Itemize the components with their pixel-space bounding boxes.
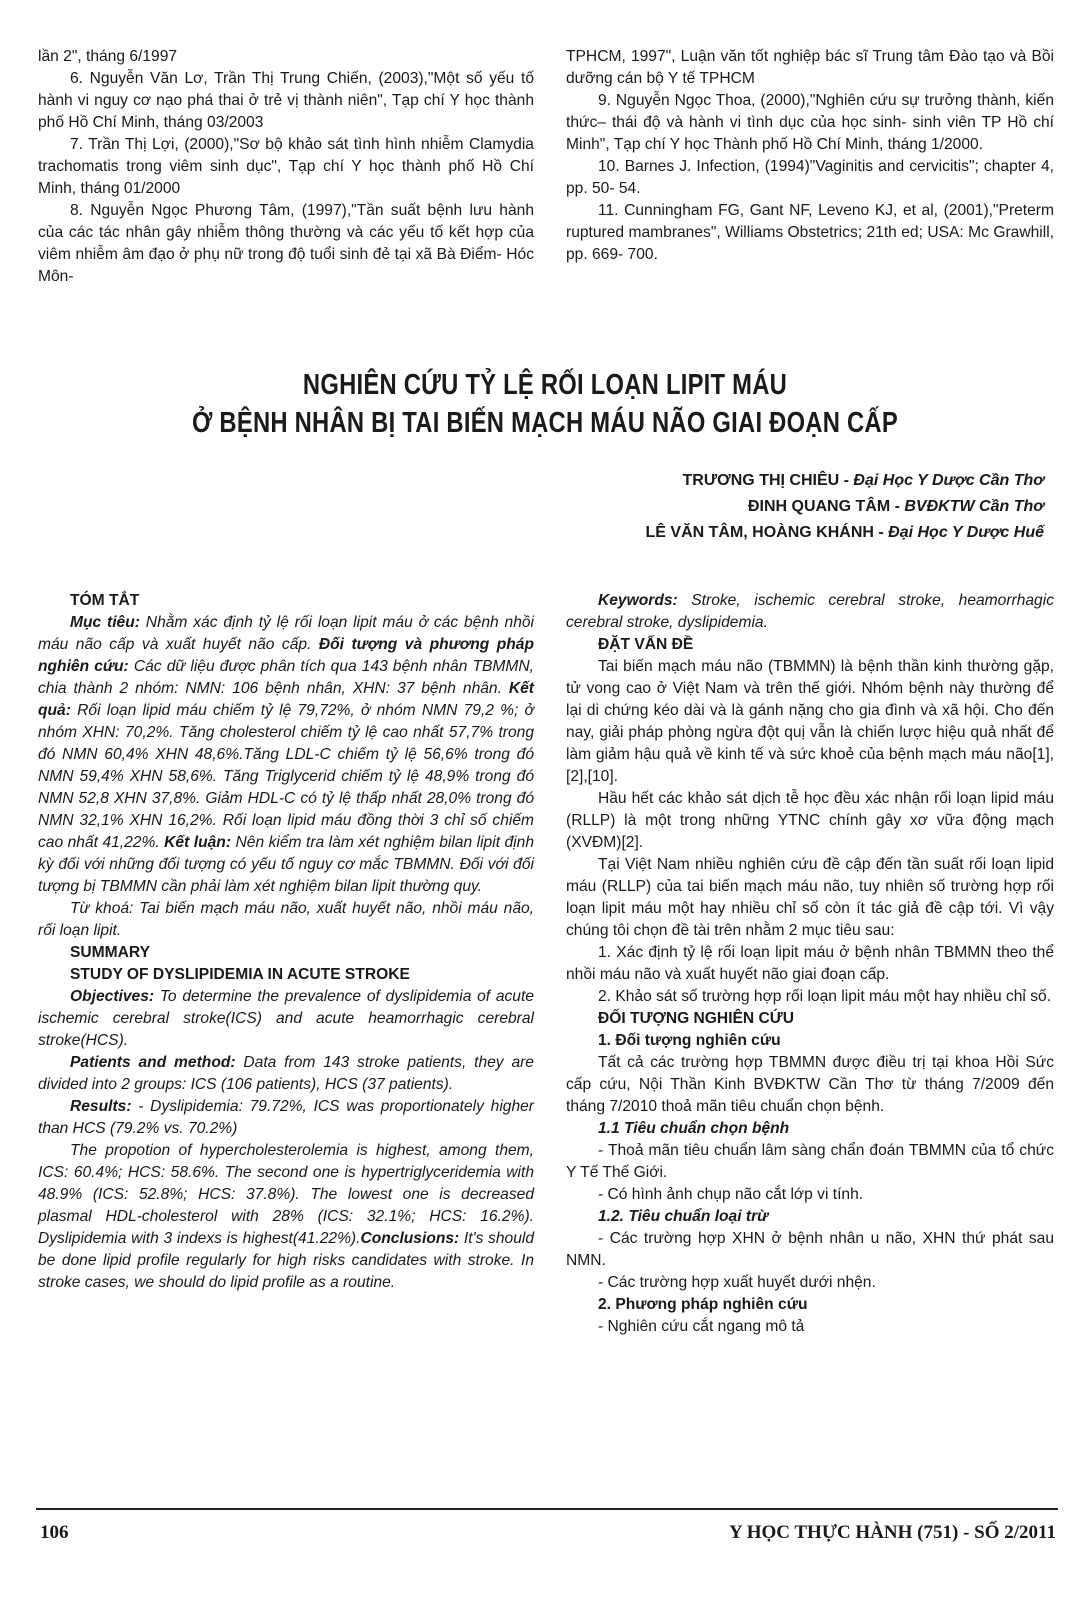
reference-item: 10. Barnes J. Infection, (1994)"Vaginitis and cervicitis"; chapter 4, pp. 50- 54. xyxy=(566,158,1054,197)
summary-label: Conclusions: xyxy=(360,1230,460,1247)
paragraph: - Nghiên cứu cắt ngang mô tả xyxy=(598,1318,805,1335)
methods-subheading: 1.2. Tiêu chuẩn loại trừ xyxy=(598,1208,769,1225)
author-line: TRƯƠNG THỊ CHIÊU - Đại Học Y Dược Cần Thơ xyxy=(682,472,1044,489)
methods-heading: ĐỐI TƯỢNG NGHIÊN CỨU xyxy=(598,1010,794,1027)
reference-item: 11. Cunningham FG, Gant NF, Leveno KJ, et al, (2001),"Preterm ruptured mambranes", Williams Obstetrics; 21th ed; USA: Mc Grawhill, pp. 669- 700. xyxy=(566,202,1054,263)
methods-subheading: 1.1 Tiêu chuẩn chọn bệnh xyxy=(598,1120,790,1137)
summary-text: Data from 143 stroke patients, they are divided into 2 groups: ICS (106 patients), HCS (37 patients). xyxy=(38,1054,534,1093)
summary-keywords xyxy=(566,590,1054,634)
footer-rule xyxy=(36,1508,1058,1510)
paragraph: - Thoả mãn tiêu chuẩn lâm sàng chẩn đoán TBMMN của tổ chức Y Tế Thế Giới. xyxy=(566,1142,1054,1181)
reference-item: 8. Nguyễn Ngọc Phương Tâm, (1997),"Tần suất bệnh lưu hành của các tác nhân gây nhiễm thông thường và các yếu tố kết hợp của viêm nhiễm âm đạo ở phụ nữ trong độ tuổi sinh đẻ tại xã Bà Điểm- Hóc Môn- xyxy=(38,202,534,285)
abstract-label: Kết quả: xyxy=(38,680,534,719)
references-left-column xyxy=(38,46,534,288)
paragraph: - Các trường hợp xuất huyết dưới nhện. xyxy=(598,1274,876,1291)
reference-item: lần 2", tháng 6/1997 xyxy=(38,48,178,65)
summary-label: Keywords: xyxy=(598,592,678,609)
summary-text: The propotion of hypercholesterolemia is highest, among them, ICS: 60.4%; HCS: 58.6%. The second one is hypertriglyceridemia with 48.9% (ICS: 52.8%; HCS: 37.8%). The lowest one is decreased plasmal HDL-cholesterol with 28% (ICS: 32.1%; HCS: 16.2%). Dyslipidemia with 3 indexs is highest(41.22%). xyxy=(38,1142,534,1247)
paragraph: Tất cả các trường hợp TBMMN được điều trị tại khoa Hồi Sức cấp cứu, Nội Thần Kinh BVĐKTW Cần Thơ từ tháng 7/2009 đến tháng 7/2010 thoả mãn tiêu chuẩn chọn bệnh. xyxy=(566,1054,1054,1115)
reference-item: 9. Nguyễn Ngọc Thoa, (2000),"Nghiên cứu sự trưởng thành, kiến thức– thái độ và hành vi tình dục của học sinh- sinh viên TP Hồ chí Minh", Tạp chí Y học Thành phố Hồ Chí Minh, tháng 1/2000. xyxy=(566,92,1054,153)
summary-patients xyxy=(38,1052,534,1096)
paragraph: Tai biến mạch máu não (TBMMN) là bệnh thần kinh thường gặp, tử vong cao ở Việt Nam và trên thế giới. Nhóm bệnh này thường để lại di chứng kéo dài và là gánh nặng cho gia đình và xã hội. Cho đến nay, giải pháp phòng ngừa đột quị vẫn là chiến lược hiệu quả nhất để làm giảm hậu quả về kinh tế và sức khoẻ của bệnh mạch máu não[1],[2],[10]. xyxy=(566,658,1054,785)
journal-footer: Y HỌC THỰC HÀNH (751) - SỐ 2/2011 xyxy=(728,1522,1056,1543)
abstract-label: Kết luận: xyxy=(159,834,232,851)
paragraph: - Các trường hợp XHN ở bệnh nhân u não, XHN thứ phát sau NMN. xyxy=(566,1230,1054,1269)
paragraph: 2. Khảo sát số trường hợp rối loạn lipit máu một hay nhiều chỉ số. xyxy=(598,988,1052,1005)
intro-heading: ĐẶT VẤN ĐỀ xyxy=(598,636,694,653)
abstract-text: Nên kiểm tra làm xét nghiệm bilan lipit định kỳ đối với những đối tượng có yếu tố nguy cơ mắc TBMMN. Đối với đối tượng bị TBMMN cần phải làm xét nghiệm bilan lipit thường quy. xyxy=(38,834,534,895)
article-title-line-1: NGHIÊN CỨU TỶ LỆ RỐI LOẠN LIPIT MÁU xyxy=(302,369,788,401)
summary-heading: SUMMARY xyxy=(70,944,150,961)
reference-item: 6. Nguyễn Văn Lơ, Trần Thị Trung Chiến, (2003),"Một số yếu tố hành vi nguy cơ nạo phá thai ở trẻ vị thành niên", Tạp chí Y học thành phố Hồ Chí Minh, tháng 03/2003 xyxy=(38,70,534,131)
methods-subheading: 1. Đối tượng nghiên cứu xyxy=(598,1032,781,1049)
author-list xyxy=(646,468,1045,546)
abstract-label: Đối tượng và phương pháp nghiên cứu: xyxy=(38,636,535,675)
summary-label: Patients and method: xyxy=(70,1054,236,1071)
summary-text: To determine the prevalence of dyslipidemia of acute ischemic cerebral stroke(ICS) and acute heamorrhagic cerebral stroke(HCS). xyxy=(38,988,534,1049)
author-affiliation: Đại Học Y Dược Huế xyxy=(888,524,1044,541)
summary-text: - Dyslipidemia: 79.72%, ICS was proportionately higher than HCS (79.2% vs. 70.2%) xyxy=(38,1098,534,1137)
summary-label: Results: xyxy=(70,1098,132,1115)
author-name: LÊ VĂN TÂM, HOÀNG KHÁNH xyxy=(645,524,874,541)
abstract-text: Các dữ liệu được phân tích qua 143 bệnh nhân TBMMN, chia thành 2 nhóm: NMN: 106 bệnh nhân, XHN: 37 bệnh nhân. xyxy=(38,658,534,697)
abstract-text: Nhằm xác định tỷ lệ rối loạn lipit máu ở các bệnh nhồi máu não cấp và xuất huyết não cấp. xyxy=(38,614,534,653)
summary-text: It's should be done lipid profile regularly for high risks candidates with stroke. In stroke cases, we should do lipid profile as a routine. xyxy=(38,1230,534,1291)
reference-item: 7. Trần Thị Lợi, (2000),"Sơ bộ khảo sát tình hình nhiễm Clamydia trachomatis trong viêm sinh dục", Tạp chí Y học thành phố Hồ Chí Minh, tháng 01/2000 xyxy=(38,136,534,197)
author-line: LÊ VĂN TÂM, HOÀNG KHÁNH - Đại Học Y Dược Huế xyxy=(645,524,1044,541)
summary-title: STUDY OF DYSLIPIDEMIA IN ACUTE STROKE xyxy=(70,966,410,983)
methods-subheading: 2. Phương pháp nghiên cứu xyxy=(598,1296,808,1313)
author-affiliation: Đại Học Y Dược Cần Thơ xyxy=(853,472,1044,489)
body-column xyxy=(566,590,1054,1338)
summary-results-detail xyxy=(38,1140,534,1294)
paragraph: 1. Xác định tỷ lệ rối loạn lipit máu ở bệnh nhân TBMMN theo thể nhồi máu não và xuất huyết não giai đoạn cấp. xyxy=(566,944,1054,983)
references-right-column xyxy=(566,46,1054,266)
author-line: ĐINH QUANG TÂM - BVĐKTW Cần Thơ xyxy=(747,498,1044,515)
article-title-line-2: Ở BỆNH NHÂN BỊ TAI BIẾN MẠCH MÁU NÃO GIAI ĐOẠN CẤP xyxy=(192,407,898,439)
page-number: 106 xyxy=(40,1522,69,1543)
summary-objectives xyxy=(38,986,534,1052)
paragraph: Tại Việt Nam nhiều nghiên cứu đề cập đến tần suất rối loạn lipid máu (RLLP) của tai biến mạch máu não, tuy nhiên số trường hợp rối loạn lipit máu một hay nhiều chỉ số còn ít tác giả đề cập tới. Vì vậy chúng tôi chọn đề tài trên nhằm 2 mục tiêu sau: xyxy=(566,856,1054,939)
author-name: ĐINH QUANG TÂM xyxy=(747,498,891,515)
author-name: TRƯƠNG THỊ CHIÊU xyxy=(682,472,840,489)
abstract-vi-body xyxy=(38,612,534,898)
abstract-vi-heading: TÓM TẮT xyxy=(70,592,140,609)
summary-label: Objectives: xyxy=(70,988,155,1005)
abstract-text: Rối loạn lipid máu chiếm tỷ lệ 79,72%, ở nhóm NMN 79,2 %; ở nhóm XHN: 70,2%. Tăng cholesterol chiếm tỷ lệ cao nhất 57,7% trong đó NMN 60,4% XHN 48,6%.Tăng LDL-C chiếm tỷ lệ 56,6% trong đó NMN 59,4% XHN 58,6%. Tăng Triglycerid chiếm tỷ lệ 48,9% trong đó NMN 52,8 XHN 37,8%. Giảm HDL-C có tỷ lệ thấp nhất 28,0% trong đó NMN 32,1% XHN 16,2%. Rối loạn lipid máu đồng thời 3 chỉ số chiếm cao nhất 41,22%. xyxy=(38,702,534,851)
paragraph: - Có hình ảnh chụp não cắt lớp vi tính. xyxy=(598,1186,864,1203)
summary-results xyxy=(38,1096,534,1140)
reference-item: TPHCM, 1997", Luận văn tốt nghiệp bác sĩ Trung tâm Đào tạo và Bồi dưỡng cán bộ Y tế TPHCM xyxy=(566,48,1054,87)
abstract-vi-keywords: Từ khoá: Tai biến mạch máu não, xuất huyết não, nhồi máu não, rối loạn lipit. xyxy=(38,900,534,939)
summary-text: Stroke, ischemic cerebral stroke, heamorrhagic cerebral stroke, dyslipidemia. xyxy=(566,592,1054,631)
abstract-label: Mục tiêu: xyxy=(70,614,140,631)
author-affiliation: BVĐKTW Cần Thơ xyxy=(904,498,1044,515)
paragraph: Hầu hết các khảo sát dịch tễ học đều xác nhận rối loạn lipid máu (RLLP) là một trong những YTNC chính gây xơ vữa động mạch (XVĐM)[2]. xyxy=(566,790,1054,851)
abstract-column xyxy=(38,590,534,1294)
article-title xyxy=(98,366,992,442)
